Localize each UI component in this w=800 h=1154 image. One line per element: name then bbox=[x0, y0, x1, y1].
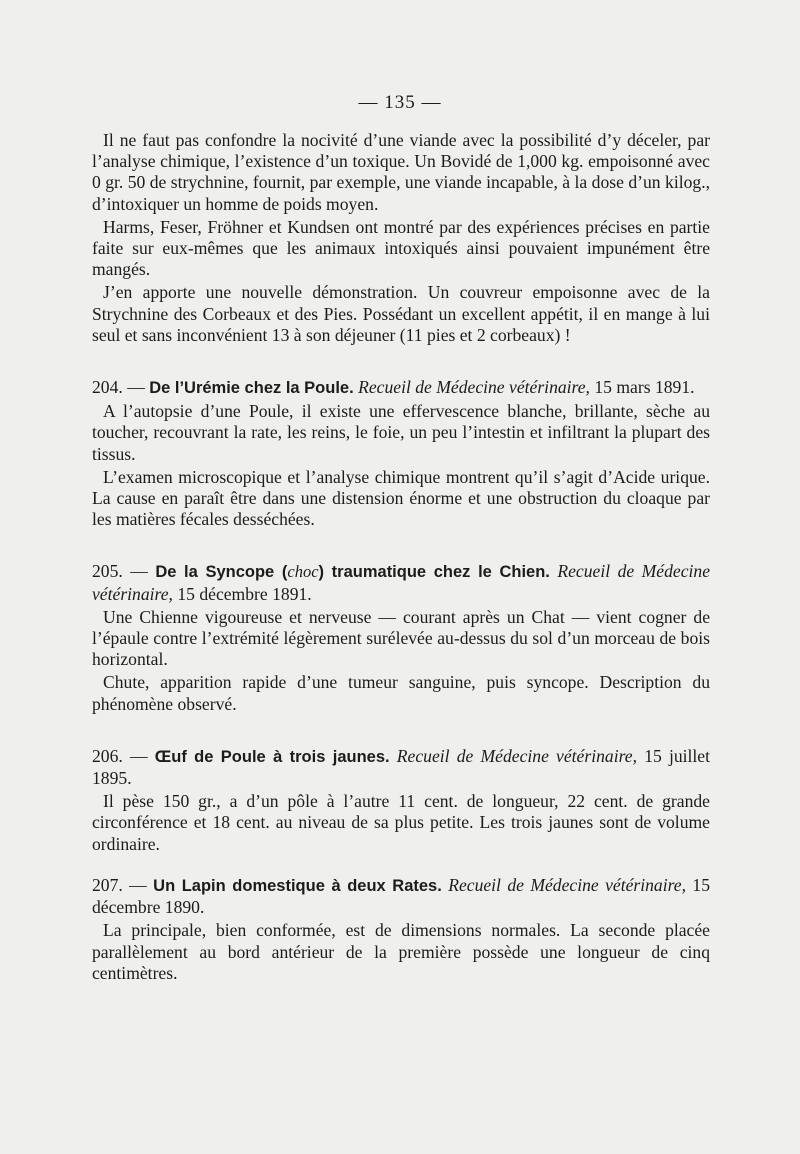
intro-paragraph: Il ne faut pas confondre la nocivité d’une viande avec la possibilité d’y déceler, par l’analyse chimique, l’existence d’un toxique. Un Bovidé de 1,000 kg. empoisonné avec 0 gr. 50 de strychnine, fournit, par exemple, une viande incapable, à la dose d’un kilog., d’intoxiquer un homme de poids moyen. bbox=[92, 130, 710, 214]
entry-source: Recueil de Médecine vétérinaire, bbox=[448, 874, 687, 895]
entry-paragraph: Chute, apparition rapide d’une tumeur sanguine, puis syncope. Description du phénomène observé. bbox=[92, 672, 710, 714]
entry-number: 204. — bbox=[92, 377, 145, 398]
entry-207 bbox=[92, 875, 710, 984]
intro-paragraph: J’en apporte une nouvelle démonstration. Un couvreur empoisonne avec de la Strychnine des Corbeaux et des Pies. Possédant un excellent appétit, il en mange à lui seul et sans inconvénient 13 à son déjeuner (11 pies et 2 corbeaux) ! bbox=[92, 282, 710, 345]
entry-paragraph: La principale, bien conformée, est de dimensions normales. La seconde placée parallèlement au bord antérieur de la première possède une longueur de cinq centimètres. bbox=[92, 920, 710, 983]
entry-title: Un Lapin domestique à deux Rates. bbox=[153, 876, 442, 895]
entry-paragraph: A l’autopsie d’une Poule, il existe une effervescence blanche, brillante, sèche au toucher, recouvrant la rate, les reins, le foie, un peu l’intestin et infiltrant la plupart des tissus. bbox=[92, 401, 710, 464]
entry-title-italic: choc bbox=[287, 562, 319, 582]
entry-date: 15 mars 1891. bbox=[594, 377, 695, 398]
entry-source: Recueil de Médecine vétérinaire, bbox=[396, 745, 637, 766]
entry-title-part: ) traumatique chez le Chien. bbox=[318, 563, 550, 582]
entry-source: Recueil de Médecine vétérinaire, bbox=[358, 377, 590, 398]
entry-204 bbox=[92, 377, 710, 530]
entry-206 bbox=[92, 746, 710, 855]
entry-number: 205. — bbox=[92, 561, 148, 582]
entry-heading bbox=[92, 561, 710, 604]
entry-paragraph: Une Chienne vigoureuse et nerveuse — courant après un Chat — vient cogner de l’épaule contre l’extrémité légèrement surélevée au-dessus du sol d’un morceau de bois horizontal. bbox=[92, 606, 710, 670]
entry-number: 207. — bbox=[92, 874, 147, 895]
entry-source: Recueil de Médecine vétérinaire, bbox=[92, 561, 711, 604]
entry-heading bbox=[92, 875, 710, 918]
entry-paragraph: Il pèse 150 gr., a d’un pôle à l’autre 11 cent. de longueur, 22 cent. de grande circonférence et 18 cent. au niveau de sa plus petite. Les trois jaunes sont de volume ordinaire. bbox=[92, 791, 710, 854]
entry-date: 15 décembre 1890. bbox=[92, 874, 710, 918]
entry-date: 15 décembre 1891. bbox=[177, 583, 312, 604]
intro-paragraph: Harms, Feser, Fröhner et Kundsen ont montré par des expériences précises en partie faite sur eux-mêmes que les animaux intoxiqués ainsi pouvaient impunément être mangés. bbox=[92, 216, 710, 280]
entry-date: 15 juillet 1895. bbox=[92, 745, 711, 789]
entry-heading bbox=[92, 377, 710, 399]
entry-paragraph: L’examen microscopique et l’analyse chimique montrent qu’il s’agit d’Acide urique. La cause en paraît être dans une distension énorme et une obstruction du cloaque par les matières fécales desséchées. bbox=[92, 466, 710, 530]
entry-title-part: De la Syncope ( bbox=[155, 563, 288, 582]
entry-title: De l’Urémie chez la Poule. bbox=[149, 379, 354, 398]
entry-title: Œuf de Poule à trois jaunes. bbox=[154, 747, 390, 766]
entry-number: 206. — bbox=[92, 745, 148, 766]
entry-title bbox=[155, 563, 550, 581]
page-body bbox=[92, 130, 710, 986]
entry-205 bbox=[92, 561, 710, 714]
entry-heading bbox=[92, 746, 710, 789]
page-number: — 135 — bbox=[358, 92, 442, 113]
